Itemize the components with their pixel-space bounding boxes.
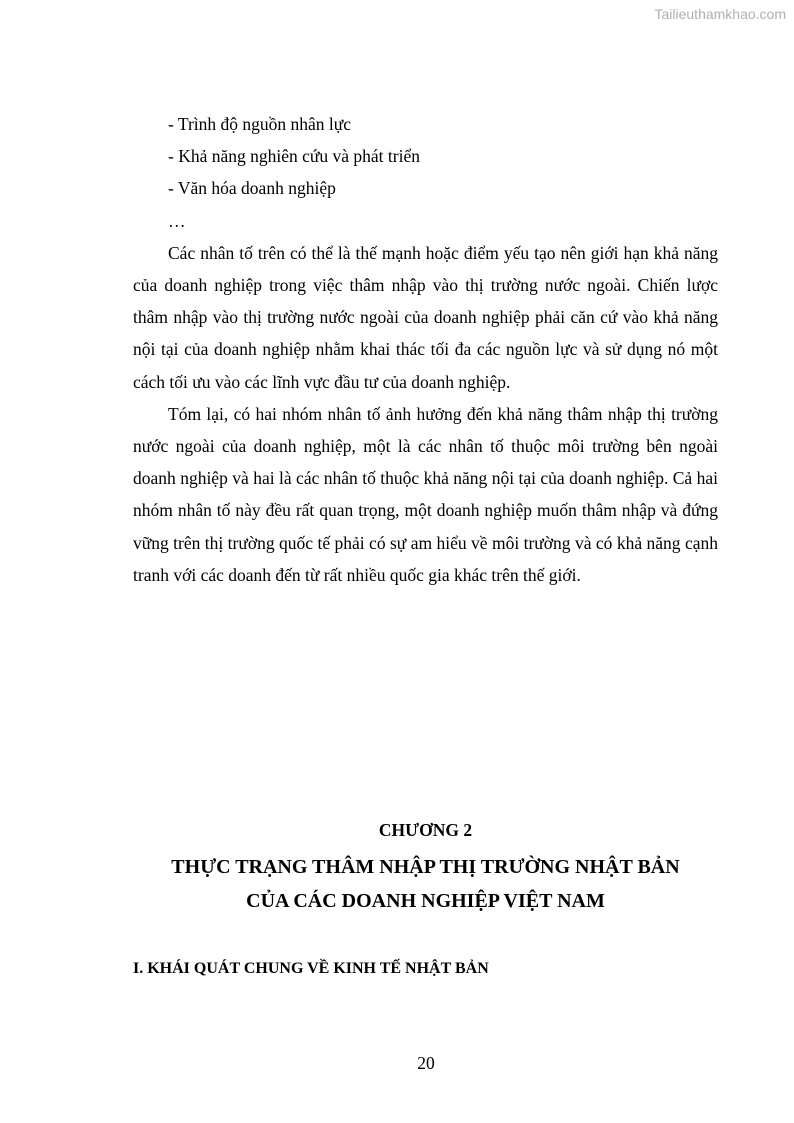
paragraph: Các nhân tố trên có thể là thế mạnh hoặc điểm yếu tạo nên giới hạn khả năng của doanh nghiệp trong việc thâm nhập vào thị trường nước ngoài. Chiến lược thâm nhập vào thị trường nước ngoài của doanh nghiệp phải căn cứ vào khả năng nội tại của doanh nghiệp nhằm khai thác tối đa các nguồn lực và sử dụng nó một cách tối ưu vào các lĩnh vực đầu tư của doanh nghiệp.	[133, 242, 718, 392]
bullet-item: - Trình độ nguồn nhân lực	[168, 114, 352, 134]
chapter-title-line: THỰC TRẠNG THÂM NHẬP THỊ TRƯỜNG NHẬT BẢN	[171, 856, 680, 878]
paragraph: Tóm lại, có hai nhóm nhân tố ảnh hưởng đến khả năng thâm nhập thị trường nước ngoài của doanh nghiệp, một là các nhân tố thuộc môi trường bên ngoài doanh nghiệp và hai là các nhân tố thuộc khả năng nội tại của doanh nghiệp. Cả hai nhóm nhân tố này đều rất quan trọng, một doanh nghiệp muốn thâm nhập và đứng vững trên thị trường quốc tế phải có sự am hiểu về môi trường và có khả năng cạnh tranh với các doanh đến từ rất nhiều quốc gia khác trên thế giới.	[133, 403, 718, 585]
chapter-title	[133, 850, 718, 918]
section-heading: I. KHÁI QUÁT CHUNG VỀ KINH TẾ NHẬT BẢN	[133, 960, 489, 977]
bullet-item: - Văn hóa doanh nghiệp	[168, 178, 336, 199]
bullet-item: - Khả năng nghiên cứu và phát triển	[168, 146, 420, 167]
chapter-title-line: CỦA CÁC DOANH NGHIỆP VIỆT NAM	[246, 890, 605, 912]
ellipsis: …	[168, 210, 186, 231]
page-number: 20	[417, 1053, 435, 1073]
chapter-label: CHƯƠNG 2	[378, 820, 473, 840]
body-text	[133, 108, 718, 591]
watermark: Tailieuthamkhao.com	[654, 6, 786, 22]
